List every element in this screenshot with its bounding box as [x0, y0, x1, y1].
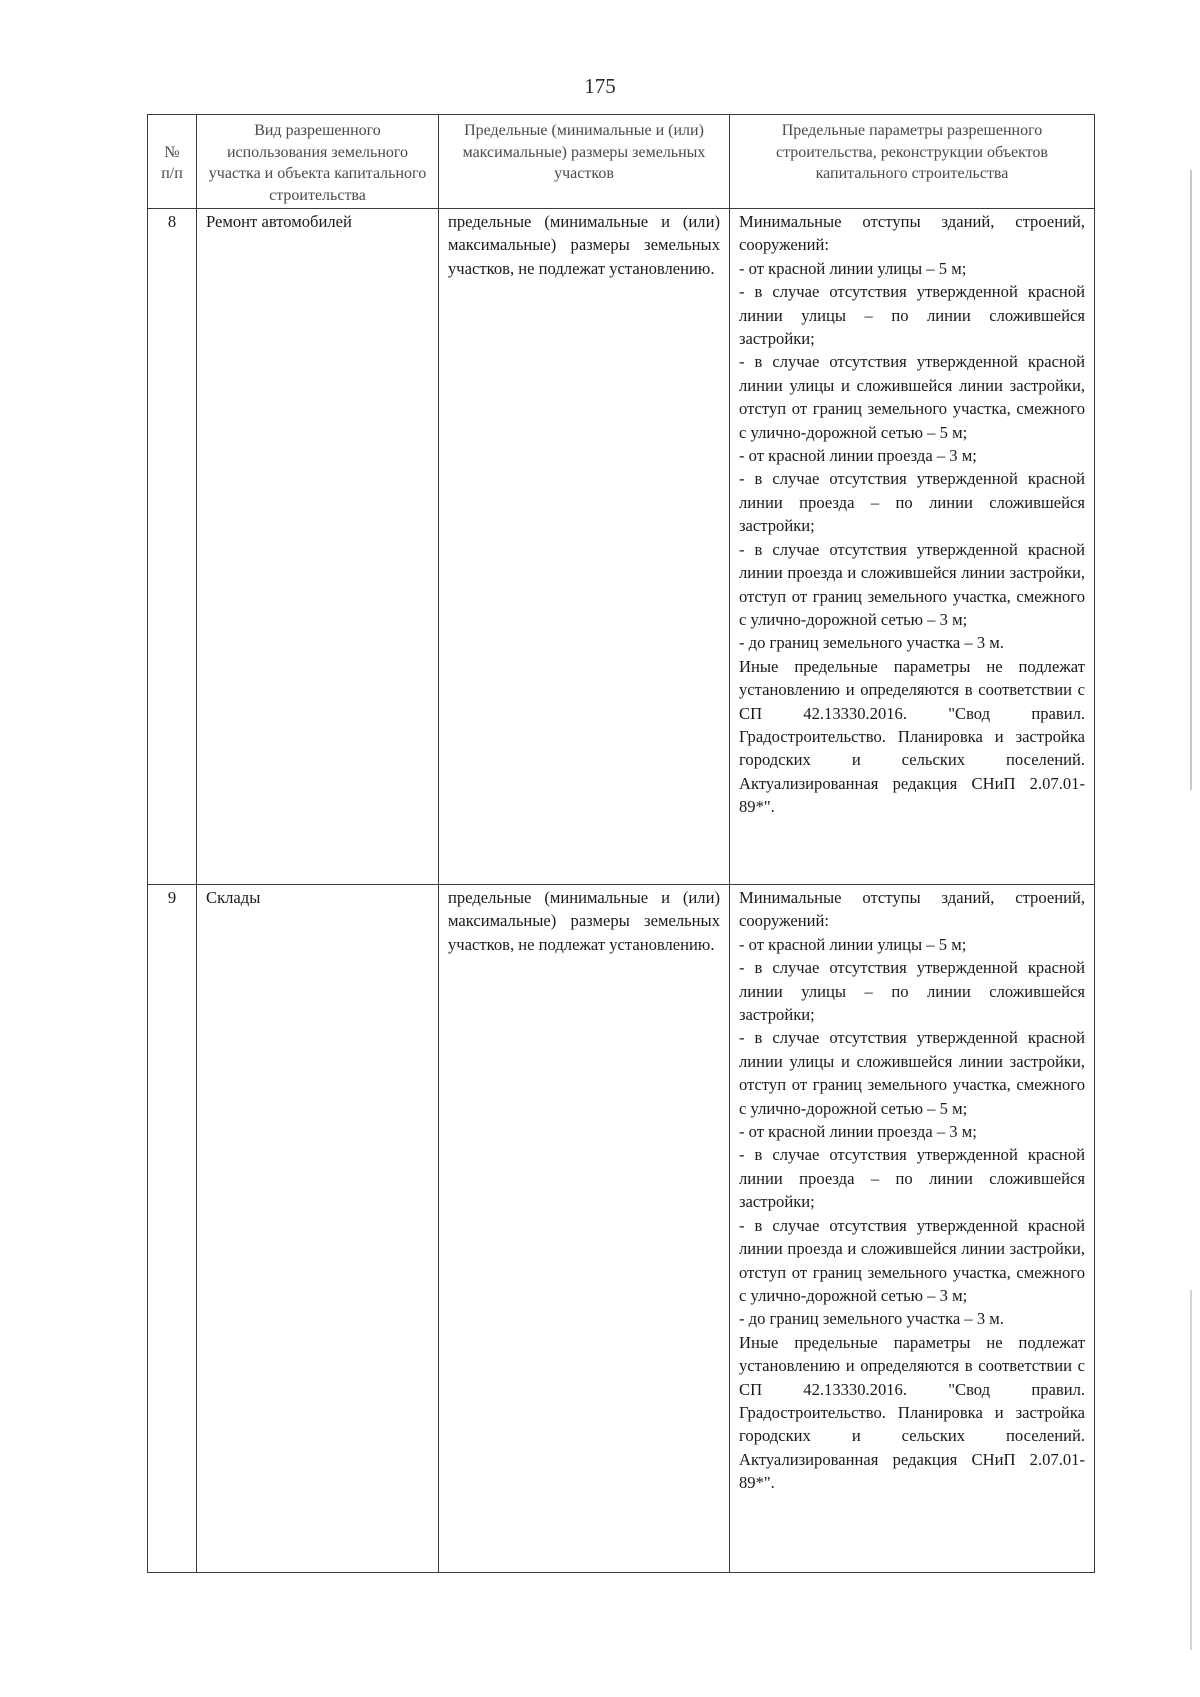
header-plot-sizes: Предельные (минимальные и (или) максимальные) размеры земельных участков	[439, 115, 730, 209]
page-number: 175	[584, 74, 616, 98]
header-number	[148, 115, 197, 209]
parameter-line: - в случае отсутствия утвержденной красной линии проезда – по линии сложившейся застройки;	[739, 1145, 1085, 1212]
parameter-line: - в случае отсутствия утвержденной красной линии улицы и сложившейся линии застройки, отступ от границ земельного участка, смежного с улично-дорожной сетью – 5 м;	[739, 1028, 1085, 1118]
row-number: 8	[148, 209, 197, 885]
parameter-line: - от красной линии проезда – 3 м;	[739, 446, 977, 466]
parameter-line: - до границ земельного участка – 3 м.	[739, 1309, 1004, 1329]
parameter-line: - в случае отсутствия утвержденной красной линии улицы – по линии сложившейся застройки;	[739, 958, 1085, 1025]
table-header-row	[148, 115, 1095, 209]
permitted-use: Ремонт автомобилей	[197, 209, 439, 885]
header-permitted-use: Вид разрешенного использования земельного участка и объекта капитального строительства	[197, 115, 439, 209]
header-construction-parameters: Предельные параметры разрешенного строительства, реконструкции объектов капитального строительства	[730, 115, 1095, 209]
parameter-line: - от красной линии проезда – 3 м;	[739, 1122, 977, 1142]
parameter-line: - от красной линии улицы – 5 м;	[739, 258, 967, 278]
header-number-sign: №	[164, 143, 180, 161]
parameter-line: Минимальные отступы зданий, строений, сооружений:	[739, 212, 1085, 255]
scan-edge-mark	[1190, 1290, 1192, 1650]
table-row	[148, 885, 1095, 1573]
parameter-line: - от красной линии улицы – 5 м;	[739, 934, 967, 954]
parameter-line: - в случае отсутствия утвержденной красной линии проезда и сложившейся линии застройки, отступ от границ земельного участка, смежного с улично-дорожной сетью – 3 м;	[739, 539, 1085, 629]
parameter-line: - в случае отсутствия утвержденной красной линии проезда и сложившейся линии застройки, отступ от границ земельного участка, смежного с улично-дорожной сетью – 3 м;	[739, 1215, 1085, 1305]
permitted-use: Склады	[197, 885, 439, 1573]
parameter-line: Иные предельные параметры не подлежат установлению и определяются в соответствии с СП 42.13330.2016. "Свод правил. Градостроительство. Планировка и застройка городских и сельских поселений. Актуализированная редакция СНиП 2.07.01-89*".	[739, 656, 1085, 817]
regulation-table	[147, 114, 1095, 1573]
construction-parameters	[730, 209, 1095, 885]
row-number: 9	[148, 885, 197, 1573]
header-number-label: п/п	[161, 165, 183, 182]
parameter-line: - в случае отсутствия утвержденной красной линии улицы – по линии сложившейся застройки;	[739, 282, 1085, 349]
table-row	[148, 209, 1095, 885]
parameter-line: Иные предельные параметры не подлежат установлению и определяются в соответствии с СП 42.13330.2016. "Свод правил. Градостроительство. Планировка и застройка городских и сельских поселений. Актуализированная редакция СНиП 2.07.01-89*".	[739, 1332, 1085, 1493]
plot-sizes: предельные (минимальные и (или) максимальные) размеры земельных участков, не подлежат установлению.	[439, 885, 730, 1573]
parameter-line: - в случае отсутствия утвержденной красной линии проезда – по линии сложившейся застройки;	[739, 469, 1085, 536]
scan-edge-mark	[1190, 170, 1192, 790]
construction-parameters	[730, 885, 1095, 1573]
parameter-line: - до границ земельного участка – 3 м.	[739, 633, 1004, 653]
parameter-line: - в случае отсутствия утвержденной красной линии улицы и сложившейся линии застройки, отступ от границ земельного участка, смежного с улично-дорожной сетью – 5 м;	[739, 352, 1085, 442]
parameter-line: Минимальные отступы зданий, строений, сооружений:	[739, 888, 1085, 931]
plot-sizes: предельные (минимальные и (или) максимальные) размеры земельных участков, не подлежат установлению.	[439, 209, 730, 885]
